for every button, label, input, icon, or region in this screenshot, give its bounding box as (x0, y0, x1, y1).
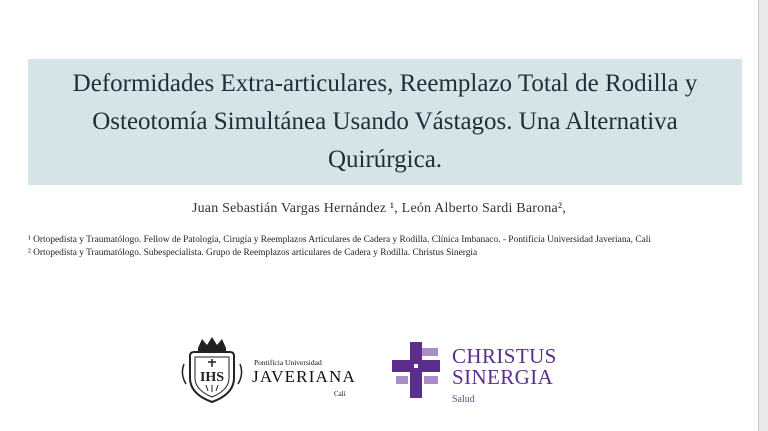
logos-row (0, 330, 758, 415)
seal-letters: IHS (199, 370, 225, 385)
authors-line: Juan Sebastián Vargas Hernández ¹, León Alberto Sardi Barona², (191, 201, 567, 216)
javeriana-logo (176, 334, 376, 404)
javeriana-city: Cali (334, 390, 346, 398)
title-banner (28, 59, 742, 185)
javeriana-seal-icon (176, 334, 248, 406)
affiliations (28, 235, 728, 261)
christus-cross-icon (392, 340, 448, 400)
affiliation-1: ¹ Ortopedista y Traumatólogo. Fellow de Patología, Cirugía y Reemplazos Articulares de Cadera y Rodilla. Clínica Imbanaco. - Pontificia Universidad Javeriana, Cali (28, 235, 651, 245)
javeriana-name: JAVERIANA (252, 367, 356, 386)
document-title: Deformidades Extra-articulares, Reemplazo Total de Rodilla y Osteotomía Simultánea Usando Vástagos. Una Alternativa Quirúrgica. (72, 70, 698, 173)
christus-sinergia-logo (392, 338, 592, 413)
christus-sub: Salud (452, 394, 475, 405)
affiliation-2: ² Ortopedista y Traumatólogo. Subespecialista. Grupo de Reemplazos articulares de Cadera y Rodilla. Christus Sinergia (28, 248, 478, 258)
window-scroll-edge[interactable] (758, 0, 768, 431)
christus-line2: SINERGIA (452, 365, 554, 389)
javeriana-line1: Pontificia Universidad (254, 358, 322, 367)
christus-line1: CHRISTUS (452, 344, 557, 368)
